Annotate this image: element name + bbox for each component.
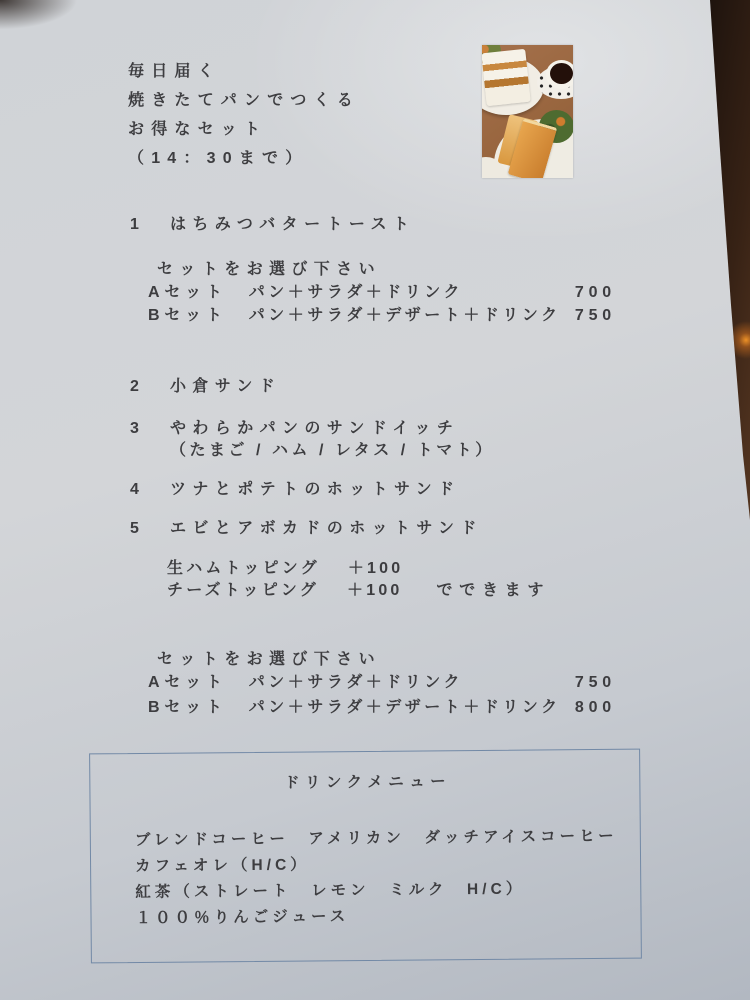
item-name: ツナとポテトのホットサンド: [170, 481, 461, 498]
set-price: 800: [574, 699, 616, 716]
drink-menu-box: [89, 749, 642, 964]
set-label: Aセット: [148, 284, 227, 301]
set-label: Aセット: [148, 674, 227, 691]
topping-row-1: [167, 555, 437, 578]
topping-name: 生ハムトッピング: [167, 560, 320, 577]
item-name: やわらかパンのサンドイッチ: [170, 420, 460, 437]
set-price: 750: [574, 674, 616, 691]
set-contents: パン＋サラダ＋デザート＋ドリンク: [248, 699, 561, 716]
header-line-4: （14：30まで）: [128, 150, 309, 167]
set1-row-a: [148, 279, 616, 302]
table-edge-right: [704, 0, 750, 520]
topping-price: ＋100: [347, 560, 404, 577]
drink-menu-title: ドリンクメニュー: [284, 773, 452, 792]
set-contents: パン＋サラダ＋デザート＋ドリンク: [248, 307, 561, 324]
menu-item-5: [130, 515, 483, 538]
item-name: 小倉サンド: [170, 378, 282, 395]
item-name: はちみつバタートースト: [170, 216, 416, 233]
menu-item-1: [130, 211, 415, 234]
drink-line-3: 紅茶（ストレート レモン ミルク H/C）: [135, 880, 526, 902]
topping-name: チーズトッピング: [167, 582, 320, 599]
set2-row-a: [148, 669, 616, 692]
header-line-3: お得なセット: [128, 121, 268, 138]
header-line-1: 毎日届く: [128, 63, 221, 80]
set1-row-b: [148, 302, 616, 325]
photo-sandwich: [482, 49, 531, 106]
menu-item-3: [130, 415, 459, 438]
set-label: Bセット: [148, 307, 227, 324]
menu-header: [128, 57, 360, 173]
item-number: 5: [130, 520, 139, 537]
topping-price: ＋100: [347, 582, 403, 599]
set-contents: パン＋サラダ＋ドリンク: [248, 674, 464, 691]
item-number: 2: [130, 378, 139, 395]
topping-note: でできます: [436, 582, 551, 599]
photo-coffee: [550, 63, 573, 84]
table-edge-top-left: [0, 0, 140, 60]
menu-item-2: [130, 373, 281, 396]
set-price: 700: [574, 284, 616, 301]
menu-item-4: [130, 476, 460, 499]
topping-row-2: [167, 577, 550, 600]
header-line-2: 焼きたてパンでつくる: [128, 92, 361, 109]
drink-line-1: ブレンドコーヒー アメリカン ダッチアイスコーヒー: [134, 827, 618, 850]
menu-item-3-sub: （たまご / ハム / レタス / トマト）: [170, 442, 495, 459]
set-price: 750: [574, 307, 616, 324]
set1-heading: セットをお選び下さい: [157, 261, 382, 278]
item-number: 4: [130, 481, 139, 498]
food-photo: [482, 45, 573, 178]
set-contents: パン＋サラダ＋ドリンク: [248, 284, 464, 301]
item-number: 1: [130, 216, 139, 233]
set2-row-b: [148, 694, 616, 717]
drink-line-4: １００％りんごジュース: [135, 908, 350, 928]
set-label: Bセット: [148, 699, 227, 716]
item-number: 3: [130, 420, 139, 437]
set2-heading: セットをお選び下さい: [157, 651, 382, 668]
drink-line-2: カフェオレ（H/C）: [135, 856, 310, 876]
item-name: エビとアボカドのホットサンド: [170, 520, 483, 537]
